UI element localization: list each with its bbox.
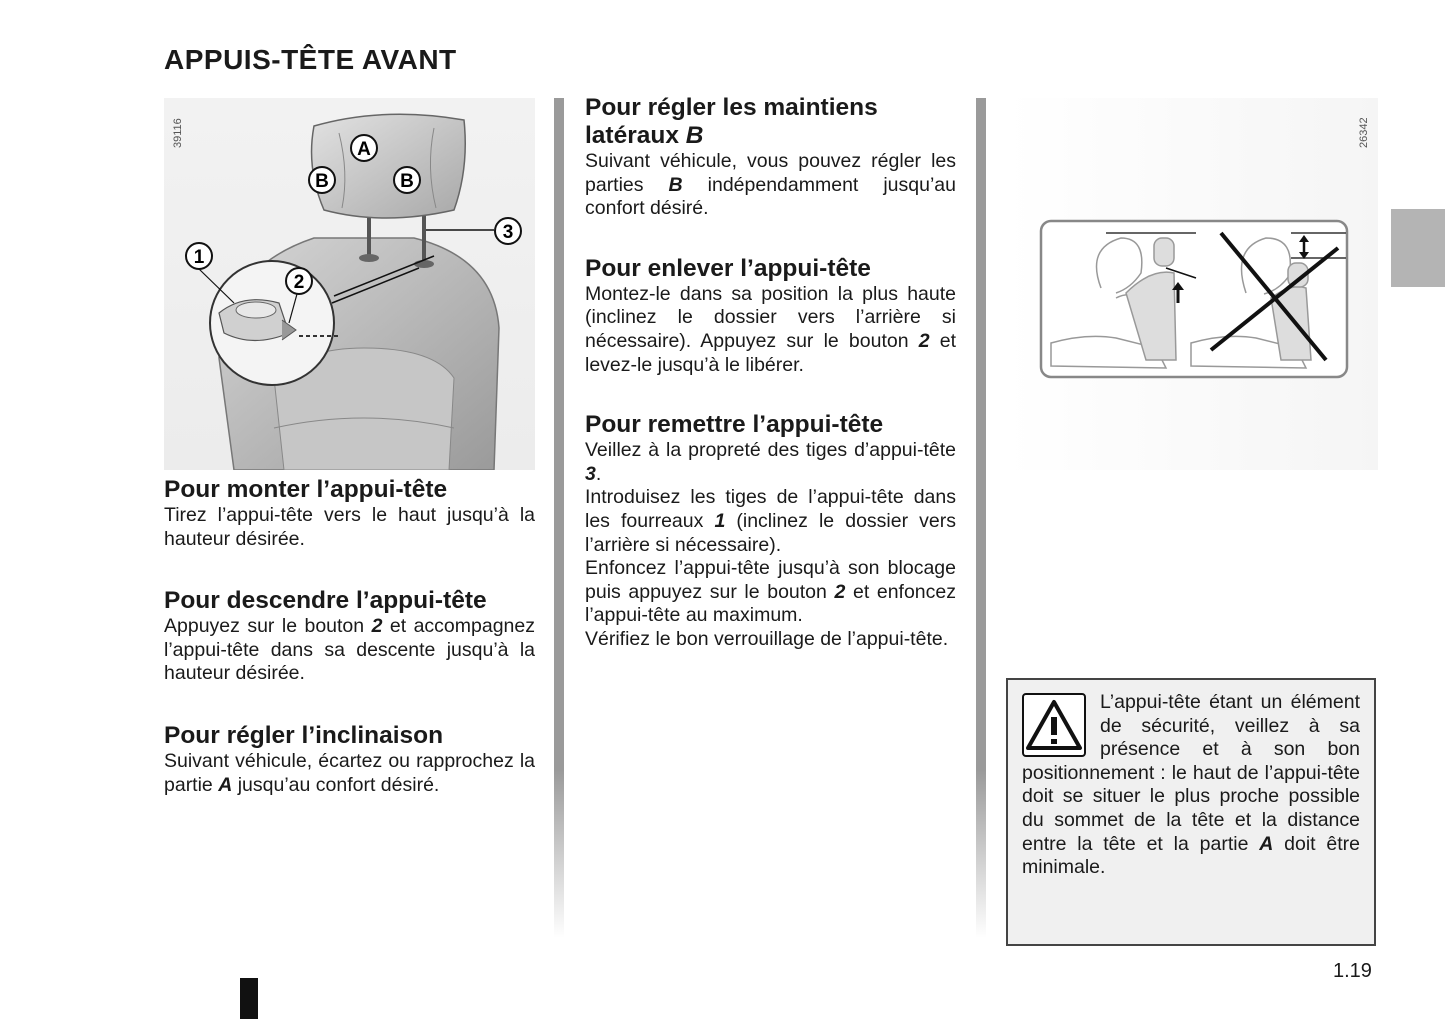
svg-text:B: B — [400, 171, 414, 192]
figure-reference: 39116 — [172, 118, 184, 148]
inline-reference: 2 — [371, 615, 383, 638]
body-paragraph — [585, 628, 956, 652]
text-run: Enfoncez l’appui-tête jusqu’à son blocage puis appuyez sur le bouton — [585, 557, 956, 603]
inline-reference: A — [218, 773, 233, 796]
section-heading — [585, 94, 956, 150]
section-heading — [585, 255, 956, 283]
left-text-column — [164, 474, 535, 833]
body-paragraph — [164, 504, 535, 551]
inline-reference: 2 — [918, 329, 930, 352]
instruction-section — [585, 255, 956, 377]
callout-3 — [495, 218, 521, 244]
section-body — [585, 283, 956, 377]
text-run: Veillez à la propreté des tiges d’appui-tête — [585, 439, 956, 462]
heading-text: Pour descendre l’appui-tête — [164, 587, 487, 615]
text-run: Appuyez sur le bouton — [164, 615, 372, 638]
body-paragraph — [585, 557, 956, 628]
heading-text: Pour enlever l’appui-tête — [585, 254, 871, 282]
text-run: et accompagnez l’appui-tête dans sa descente jusqu’à la hauteur désirée. — [164, 615, 535, 685]
column-divider-right — [976, 98, 986, 938]
text-run: Montez-le dans sa position la plus haute (inclinez le dossier vers l’arrière si nécessaire). Appuyez sur le bouton — [585, 282, 956, 352]
text-run: jusqu’au confort désiré. — [232, 773, 440, 796]
text-run: L’appui-tête étant un élément de sécurité, veillez à sa présence et à son bon positionnement : le haut de l’appui-tête doit se situer le plus proche possible du sommet de la tête et la distance entre la tête et la partie — [1022, 691, 1360, 855]
warning-triangle-icon — [1022, 693, 1086, 757]
position-drawing — [1006, 98, 1378, 470]
body-paragraph — [585, 486, 956, 557]
callout-b-right — [394, 167, 420, 193]
text-run: et levez-le jusqu’à le libérer. — [585, 329, 956, 376]
section-body — [164, 504, 535, 551]
svg-text:1: 1 — [193, 247, 205, 268]
text-run: Suivant véhicule, écartez ou rapprochez la partie — [164, 749, 535, 796]
page-number: 1.19 — [1333, 960, 1372, 982]
text-run: (inclinez le dossier vers l’arrière si nécessaire). — [585, 509, 956, 556]
chapter-tab — [1391, 209, 1445, 287]
head-position-diagram — [1006, 98, 1378, 470]
section-heading — [585, 411, 956, 439]
section-body — [585, 439, 956, 651]
inline-reference: 1 — [714, 509, 726, 532]
svg-text:3: 3 — [502, 222, 514, 243]
text-run: Tirez l’appui-tête vers le haut jusqu’à la hauteur désirée. — [164, 504, 535, 550]
instruction-section — [585, 411, 956, 651]
text-run: Introduisez les tiges de l’appui-tête dans les fourreaux — [585, 486, 956, 532]
instruction-section — [164, 476, 535, 551]
heading-text: Pour régler les maintiens latéraux — [585, 94, 878, 149]
body-paragraph — [585, 150, 956, 221]
body-paragraph — [585, 283, 956, 377]
instruction-section — [164, 587, 535, 686]
heading-text: Pour régler l’inclinaison — [164, 721, 444, 749]
section-body — [164, 615, 535, 686]
text-run: Suivant véhicule, vous pouvez régler les parties — [585, 150, 956, 196]
inline-reference: 3 — [585, 462, 596, 485]
text-run: et enfoncez l’appui-tête au maximum. — [585, 580, 956, 627]
svg-text:2: 2 — [293, 272, 305, 293]
warning-box — [1006, 678, 1376, 946]
inline-reference: B — [668, 173, 683, 196]
section-heading — [164, 476, 535, 504]
column-divider-left — [554, 98, 564, 938]
heading-reference: B — [685, 122, 704, 149]
body-paragraph — [164, 615, 535, 686]
body-paragraph — [585, 439, 956, 486]
middle-text-column — [585, 94, 956, 686]
section-heading — [164, 722, 535, 750]
callout-a — [351, 135, 377, 161]
text-run: . — [595, 462, 602, 485]
body-paragraph — [164, 750, 535, 797]
section-heading — [164, 587, 535, 615]
figure-reference: 26342 — [1358, 117, 1370, 148]
heading-text: Pour monter l’appui-tête — [164, 476, 448, 503]
text-run: doit être minimale. — [1022, 832, 1360, 879]
page-title: APPUIS-TÊTE AVANT — [164, 44, 457, 75]
text-run: indépendamment jusqu’au confort désiré. — [585, 173, 956, 220]
inline-reference: 2 — [834, 580, 846, 603]
heading-text: Pour remettre l’appui-tête — [585, 411, 884, 439]
svg-text:B: B — [315, 171, 329, 192]
section-body — [164, 750, 535, 797]
inline-reference: A — [1259, 832, 1274, 855]
svg-text:A: A — [357, 139, 371, 160]
callout-b-left — [309, 167, 335, 193]
instruction-section — [164, 722, 535, 797]
page-edge-mark — [240, 978, 258, 1019]
seat-drawing — [164, 98, 535, 470]
instruction-section — [585, 94, 956, 221]
headrest-seat-illustration — [164, 98, 535, 470]
text-run: Vérifiez le bon verrouillage de l’appui-tête. — [585, 627, 949, 650]
section-body — [585, 150, 956, 221]
